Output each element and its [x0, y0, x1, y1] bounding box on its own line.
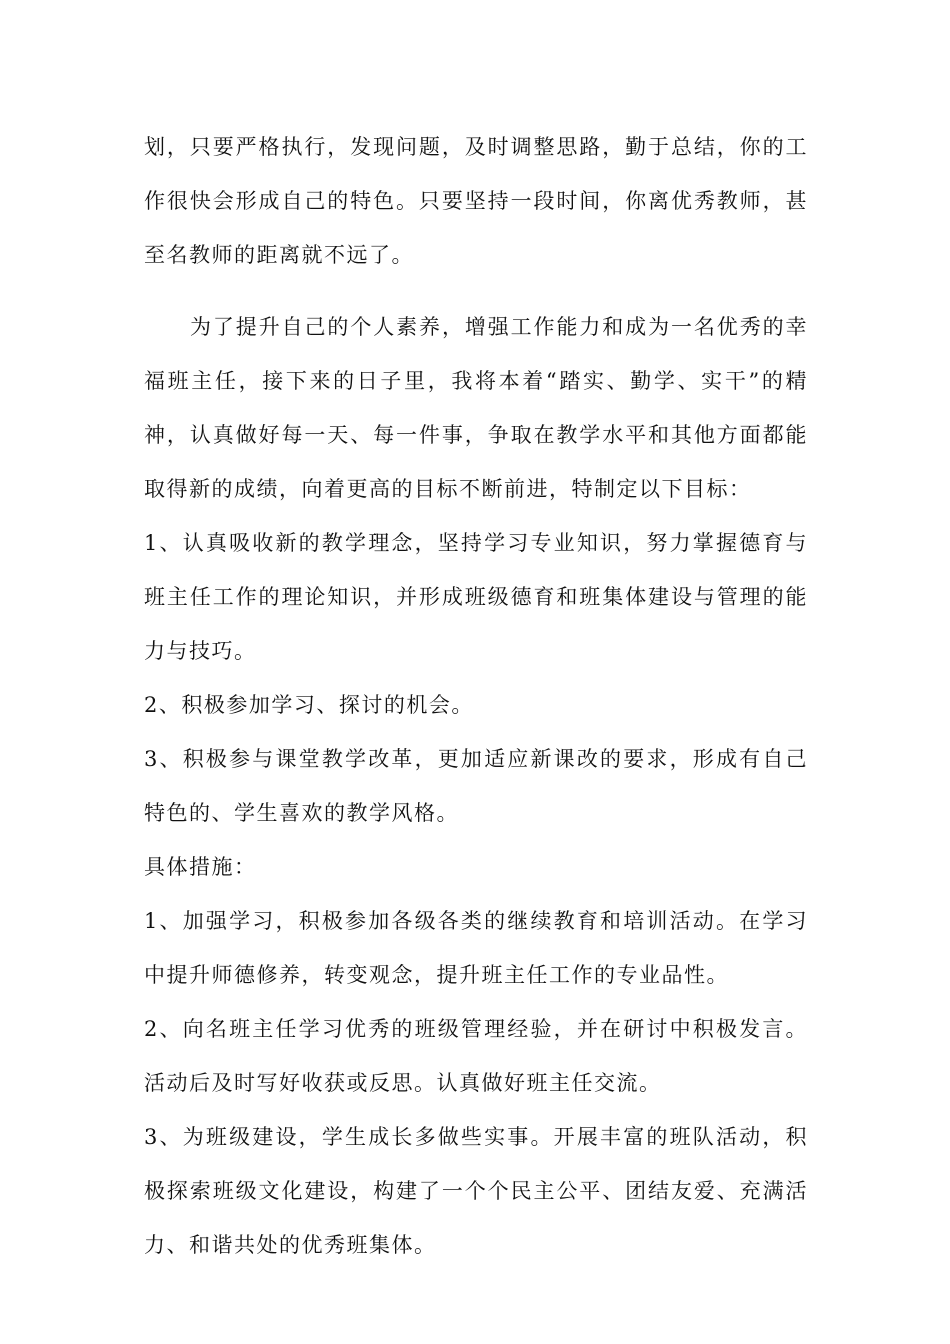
- document-body-top: [144, 120, 808, 282]
- paragraph-intro: 为了提升自己的个人素养，增强工作能力和成为一名优秀的幸福班主任，接下来的日子里，我将本着“踏实、勤学、实干”的精神，认真做好每一天、每一件事，争取在教学水平和其他方面都能取得新的成绩，向着更高的目标不断前进，特制定以下目标：: [144, 315, 808, 501]
- measure-item-1: 1、加强学习，积极参加各级各类的继续教育和培训活动。在学习中提升师德修养，转变观念，提升班主任工作的专业品性。: [144, 909, 808, 987]
- paragraph-continuation: 划，只要严格执行，发现问题，及时调整思路，勤于总结，你的工作很快会形成自己的特色。只要坚持一段时间，你离优秀教师，甚至名教师的距离就不远了。: [144, 135, 808, 267]
- measure-item-2: 2、向名班主任学习优秀的班级管理经验，并在研讨中积极发言。活动后及时写好收获或反思。认真做好班主任交流。: [144, 1017, 808, 1095]
- measures-heading: 具体措施：: [144, 855, 257, 879]
- document-body: [144, 300, 808, 1272]
- measure-item-3: 3、为班级建设，学生成长多做些实事。开展丰富的班队活动，积极探索班级文化建设，构建了一个个民主公平、团结友爱、充满活力、和谐共处的优秀班集体。: [144, 1125, 808, 1257]
- goal-item-2: 2、积极参加学习、探讨的机会。: [144, 693, 474, 717]
- goal-item-3: 3、积极参与课堂教学改革，更加适应新课改的要求，形成有自己特色的、学生喜欢的教学风格。: [144, 747, 808, 825]
- goal-item-1: 1、认真吸收新的教学理念，坚持学习专业知识，努力掌握德育与班主任工作的理论知识，并形成班级德育和班集体建设与管理的能力与技巧。: [144, 531, 808, 663]
